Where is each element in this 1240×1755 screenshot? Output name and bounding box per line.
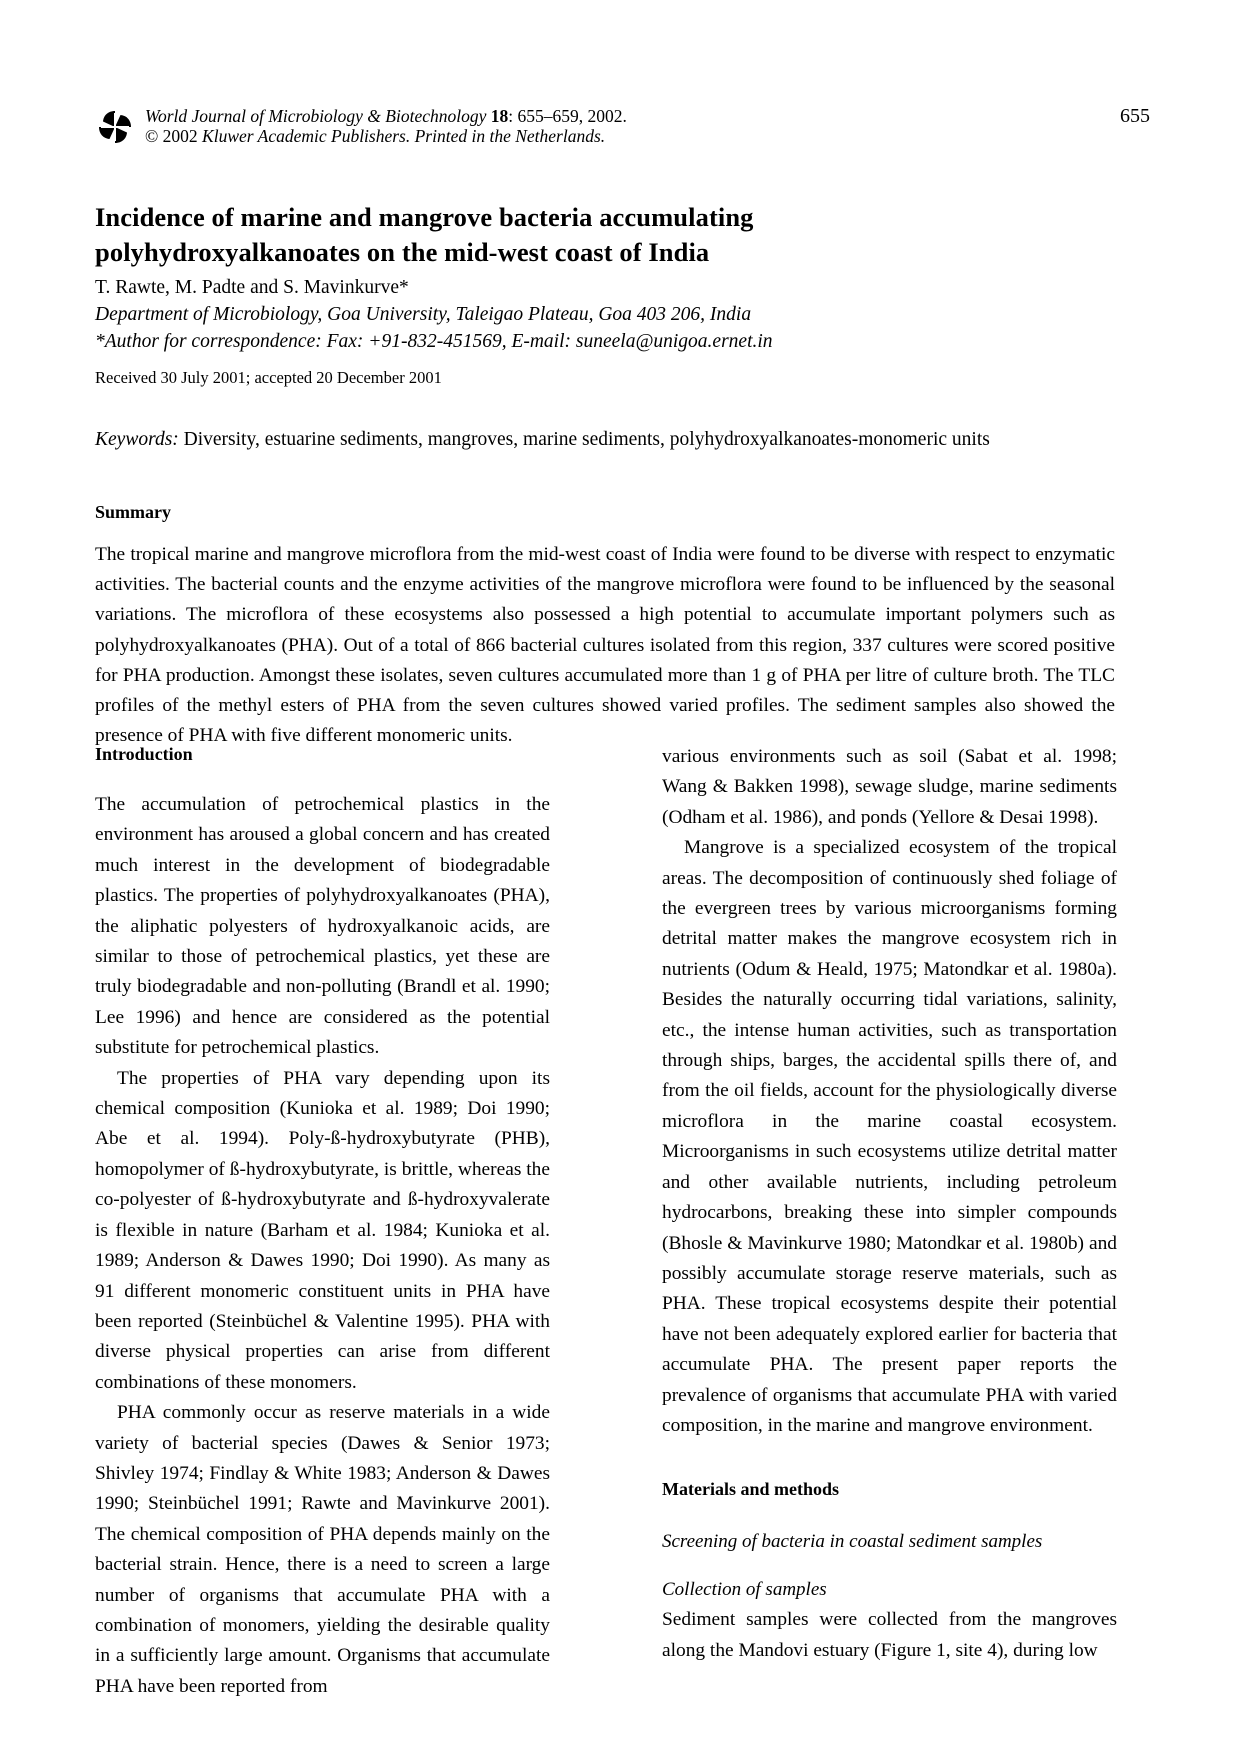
body-columns bbox=[95, 742, 1117, 1702]
summary-heading: Summary bbox=[95, 502, 171, 522]
page-title: Incidence of marine and mangrove bacteria accumulating polyhydroxyalkanoates on the mid-west coast of India bbox=[95, 201, 754, 267]
keywords-value: Diversity, estuarine sediments, mangroves, marine sediments, polyhydroxyalkanoates-monomeric units bbox=[183, 429, 990, 450]
intro-paragraph-3: PHA commonly occur as reserve materials in a wide variety of bacterial species (Dawes & Senior 1973; Shivley 1974; Findlay & White 1983; Anderson & Dawes 1990; Steinbüchel 1991; Rawte and Mavinkurve 2001). The chemical composition of PHA depends mainly on the bacterial strain. Hence, there is a need to screen a large number of organisms that accumulate PHA with a combination of monomers, yielding the desirable quality in a sufficiently large amount. Organisms that accumulate PHA have been reported from bbox=[95, 1402, 550, 1697]
copyright-year: 2002 bbox=[162, 126, 198, 146]
received-accepted-dates: Received 30 July 2001; accepted 20 December 2001 bbox=[95, 368, 442, 387]
subsection-heading-collection: Collection of samples bbox=[662, 1579, 827, 1601]
page-header bbox=[95, 105, 1150, 147]
subsection-heading-screening: Screening of bacteria in coastal sediment samples bbox=[662, 1531, 1043, 1553]
correspondence-note: *Author for correspondence: Fax: +91-832-451569, E-mail: suneela@unigoa.ernet.in bbox=[95, 331, 773, 352]
keywords-label: Keywords: bbox=[95, 429, 179, 450]
affiliation: Department of Microbiology, Goa University, Taleigao Plateau, Goa 403 206, India bbox=[95, 304, 752, 325]
journal-volume: 18 bbox=[490, 106, 509, 126]
kluwer-pinwheel-logo-icon bbox=[95, 107, 135, 147]
collection-paragraph-1: Sediment samples were collected from the mangroves along the Mandovi estuary (Figure 1, site 4), during low bbox=[662, 1609, 1117, 1661]
journal-title: World Journal of Microbiology & Biotechnology bbox=[145, 106, 487, 126]
copyright-line bbox=[145, 126, 1150, 146]
column-right bbox=[662, 742, 1117, 1666]
journal-citation-line bbox=[145, 106, 1150, 126]
section-heading-materials-methods: Materials and methods bbox=[662, 1479, 839, 1500]
intro-paragraph-1: The accumulation of petrochemical plastics in the environment has aroused a global concern and has created much interest in the development of biodegradable plastics. The properties of polyhydroxyalkanoates (PHA), the aliphatic polyesters of hydroxyalkanoic acids, are similar to those of petrochemical plastics, yet these are truly biodegradable and non-polluting (Brandl et al. 1990; Lee 1996) and hence are considered as the potential substitute for petrochemical plastics. bbox=[95, 794, 550, 1059]
author-list: T. Rawte, M. Padte and S. Mavinkurve* bbox=[95, 277, 409, 298]
keywords-line bbox=[95, 427, 1150, 453]
column-left bbox=[95, 742, 550, 1702]
header-text-block bbox=[145, 105, 1150, 146]
section-heading-introduction: Introduction bbox=[95, 744, 193, 764]
publisher-name: Kluwer Academic Publishers. Printed in the Netherlands. bbox=[202, 126, 606, 146]
page-number: 655 bbox=[1120, 105, 1150, 127]
intro-paragraph-2: The properties of PHA vary depending upon its chemical composition (Kunioka et al. 1989; Doi 1990; Abe et al. 1994). Poly-ß-hydroxybutyrate (PHB), homopolymer of ß-hydroxybutyrate, is brittle, whereas the co-polyester of ß-hydroxybutyrate and ß-hydroxyvalerate is flexible in nature (Barham et al. 1984; Kunioka et al. 1989; Anderson & Dawes 1990; Doi 1990). As many as 91 different monomeric constituent units in PHA have been reported (Steinbüchel & Valentine 1995). PHA with diverse physical properties can arise from different combinations of these monomers. bbox=[95, 1067, 550, 1393]
intro-paragraph-4: various environments such as soil (Sabat et al. 1998; Wang & Bakken 1998), sewage sludge, marine sediments (Odham et al. 1986), and ponds (Yellore & Desai 1998). bbox=[662, 746, 1117, 828]
byline-block bbox=[95, 274, 1015, 355]
summary-text: The tropical marine and mangrove microflora from the mid-west coast of India were found to be diverse with respect to enzymatic activities. The bacterial counts and the enzyme activities of the mangrove microflora were found to be influenced by the seasonal variations. The microflora of these ecosystems also possessed a high potential to accumulate important polymers such as polyhydroxyalkanoates (PHA). Out of a total of 866 bacterial cultures isolated from this region, 337 cultures were scored positive for PHA production. Amongst these isolates, seven cultures accumulated more than 1 g of PHA per litre of culture broth. The TLC profiles of the methyl esters of PHA from the seven cultures showed varied profiles. The sediment samples also showed the presence of PHA with five different monomeric units. bbox=[95, 544, 1115, 747]
intro-paragraph-5: Mangrove is a specialized ecosystem of the tropical areas. The decomposition of continuously shed foliage of the evergreen trees by various microorganisms forming detrital matter makes the mangrove ecosystem rich in nutrients (Odum & Heald, 1975; Matondkar et al. 1980a). Besides the naturally occurring tidal variations, salinity, etc., the intense human activities, such as transportation through ships, barges, the accidental spills there of, and from the oil fields, account for the physiologically diverse microflora in the marine coastal ecosystem. Microorganisms in such ecosystems utilize detrital matter and other available nutrients, including petroleum hydrocarbons, breaking these into simpler compounds (Bhosle & Mavinkurve 1980; Matondkar et al. 1980b) and possibly accumulate storage reserve materials, such as PHA. These tropical ecosystems despite their potential have not been adequately explored earlier for bacteria that accumulate PHA. The present paper reports the prevalence of organisms that accumulate PHA with varied composition, in the marine and mangrove environment. bbox=[662, 837, 1117, 1436]
copyright-symbol: © bbox=[145, 126, 159, 146]
journal-pages-year: : 655–659, 2002. bbox=[508, 106, 627, 126]
